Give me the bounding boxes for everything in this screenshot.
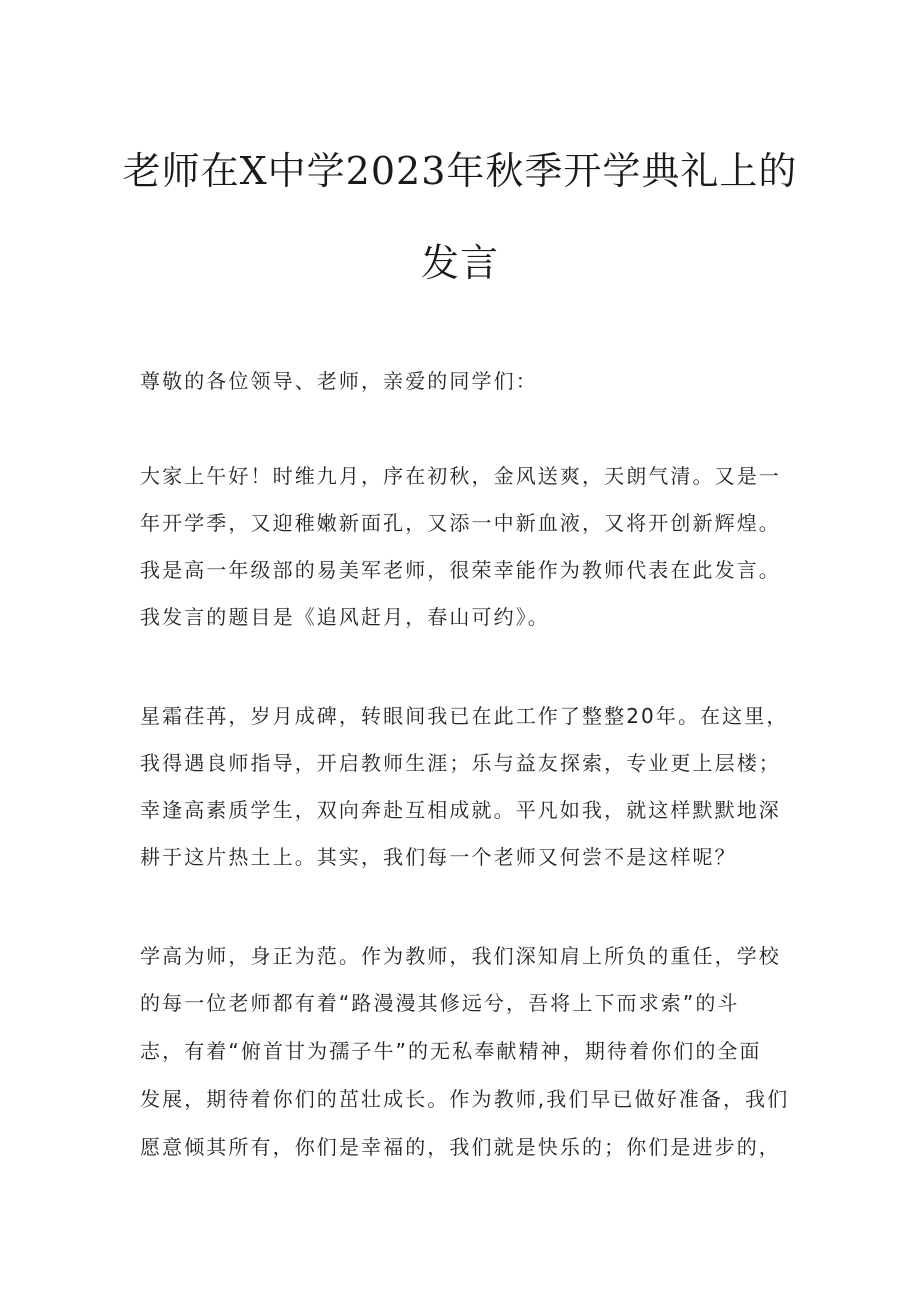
salutation: 尊敬的各位领导、老师，亲爱的同学们： <box>140 369 538 393</box>
paragraph-line: 我是高一年级部的易美军老师，很荣幸能作为教师代表在此发言。 <box>140 558 781 582</box>
paragraph-line: 志，有着“俯首甘为孺子牛”的无私奉献精神，期待着你们的全面 <box>140 1039 762 1063</box>
paragraph-line: 星霜荏苒，岁月成碑，转眼间我已在此工作了整整20年。在这里， <box>140 704 789 728</box>
paragraph-line: 耕于这片热土上。其实，我们每一个老师又何尝不是这样呢？ <box>140 845 737 869</box>
paragraph-line: 学高为师，身正为范。作为教师，我们深知肩上所负的重任，学校 <box>140 944 781 968</box>
document-title-line-2: 发言 <box>420 241 499 285</box>
paragraph-line: 大家上午好！时维九月，序在初秋，金风送爽，天朗气清。又是一 <box>140 464 781 488</box>
paragraph-line: 发展，期待着你们的茁壮成长。作为教师,我们早已做好准备，我们 <box>140 1087 790 1111</box>
paragraph-line: 我得遇良师指导，开启教师生涯；乐与益友探索，专业更上层楼； <box>140 751 781 775</box>
paragraph-line: 年开学季，又迎稚嫩新面孔，又添一中新血液，又将开创新辉煌。 <box>140 511 781 535</box>
paragraph-line: 愿意倾其所有，你们是幸福的，我们就是快乐的；你们是进步的， <box>140 1135 781 1159</box>
paragraph-line: 幸逢高素质学生，双向奔赴互相成就。平凡如我，就这样默默地深 <box>140 798 781 822</box>
document-title-line-1: 老师在X中学2023年秋季开学典礼上的 <box>122 149 798 193</box>
paragraph-line: 我发言的题目是《追风赶月，春山可约》。 <box>140 605 550 629</box>
paragraph-line: 的每一位老师都有着“路漫漫其修远兮，吾将上下而求索”的斗 <box>140 991 740 1015</box>
